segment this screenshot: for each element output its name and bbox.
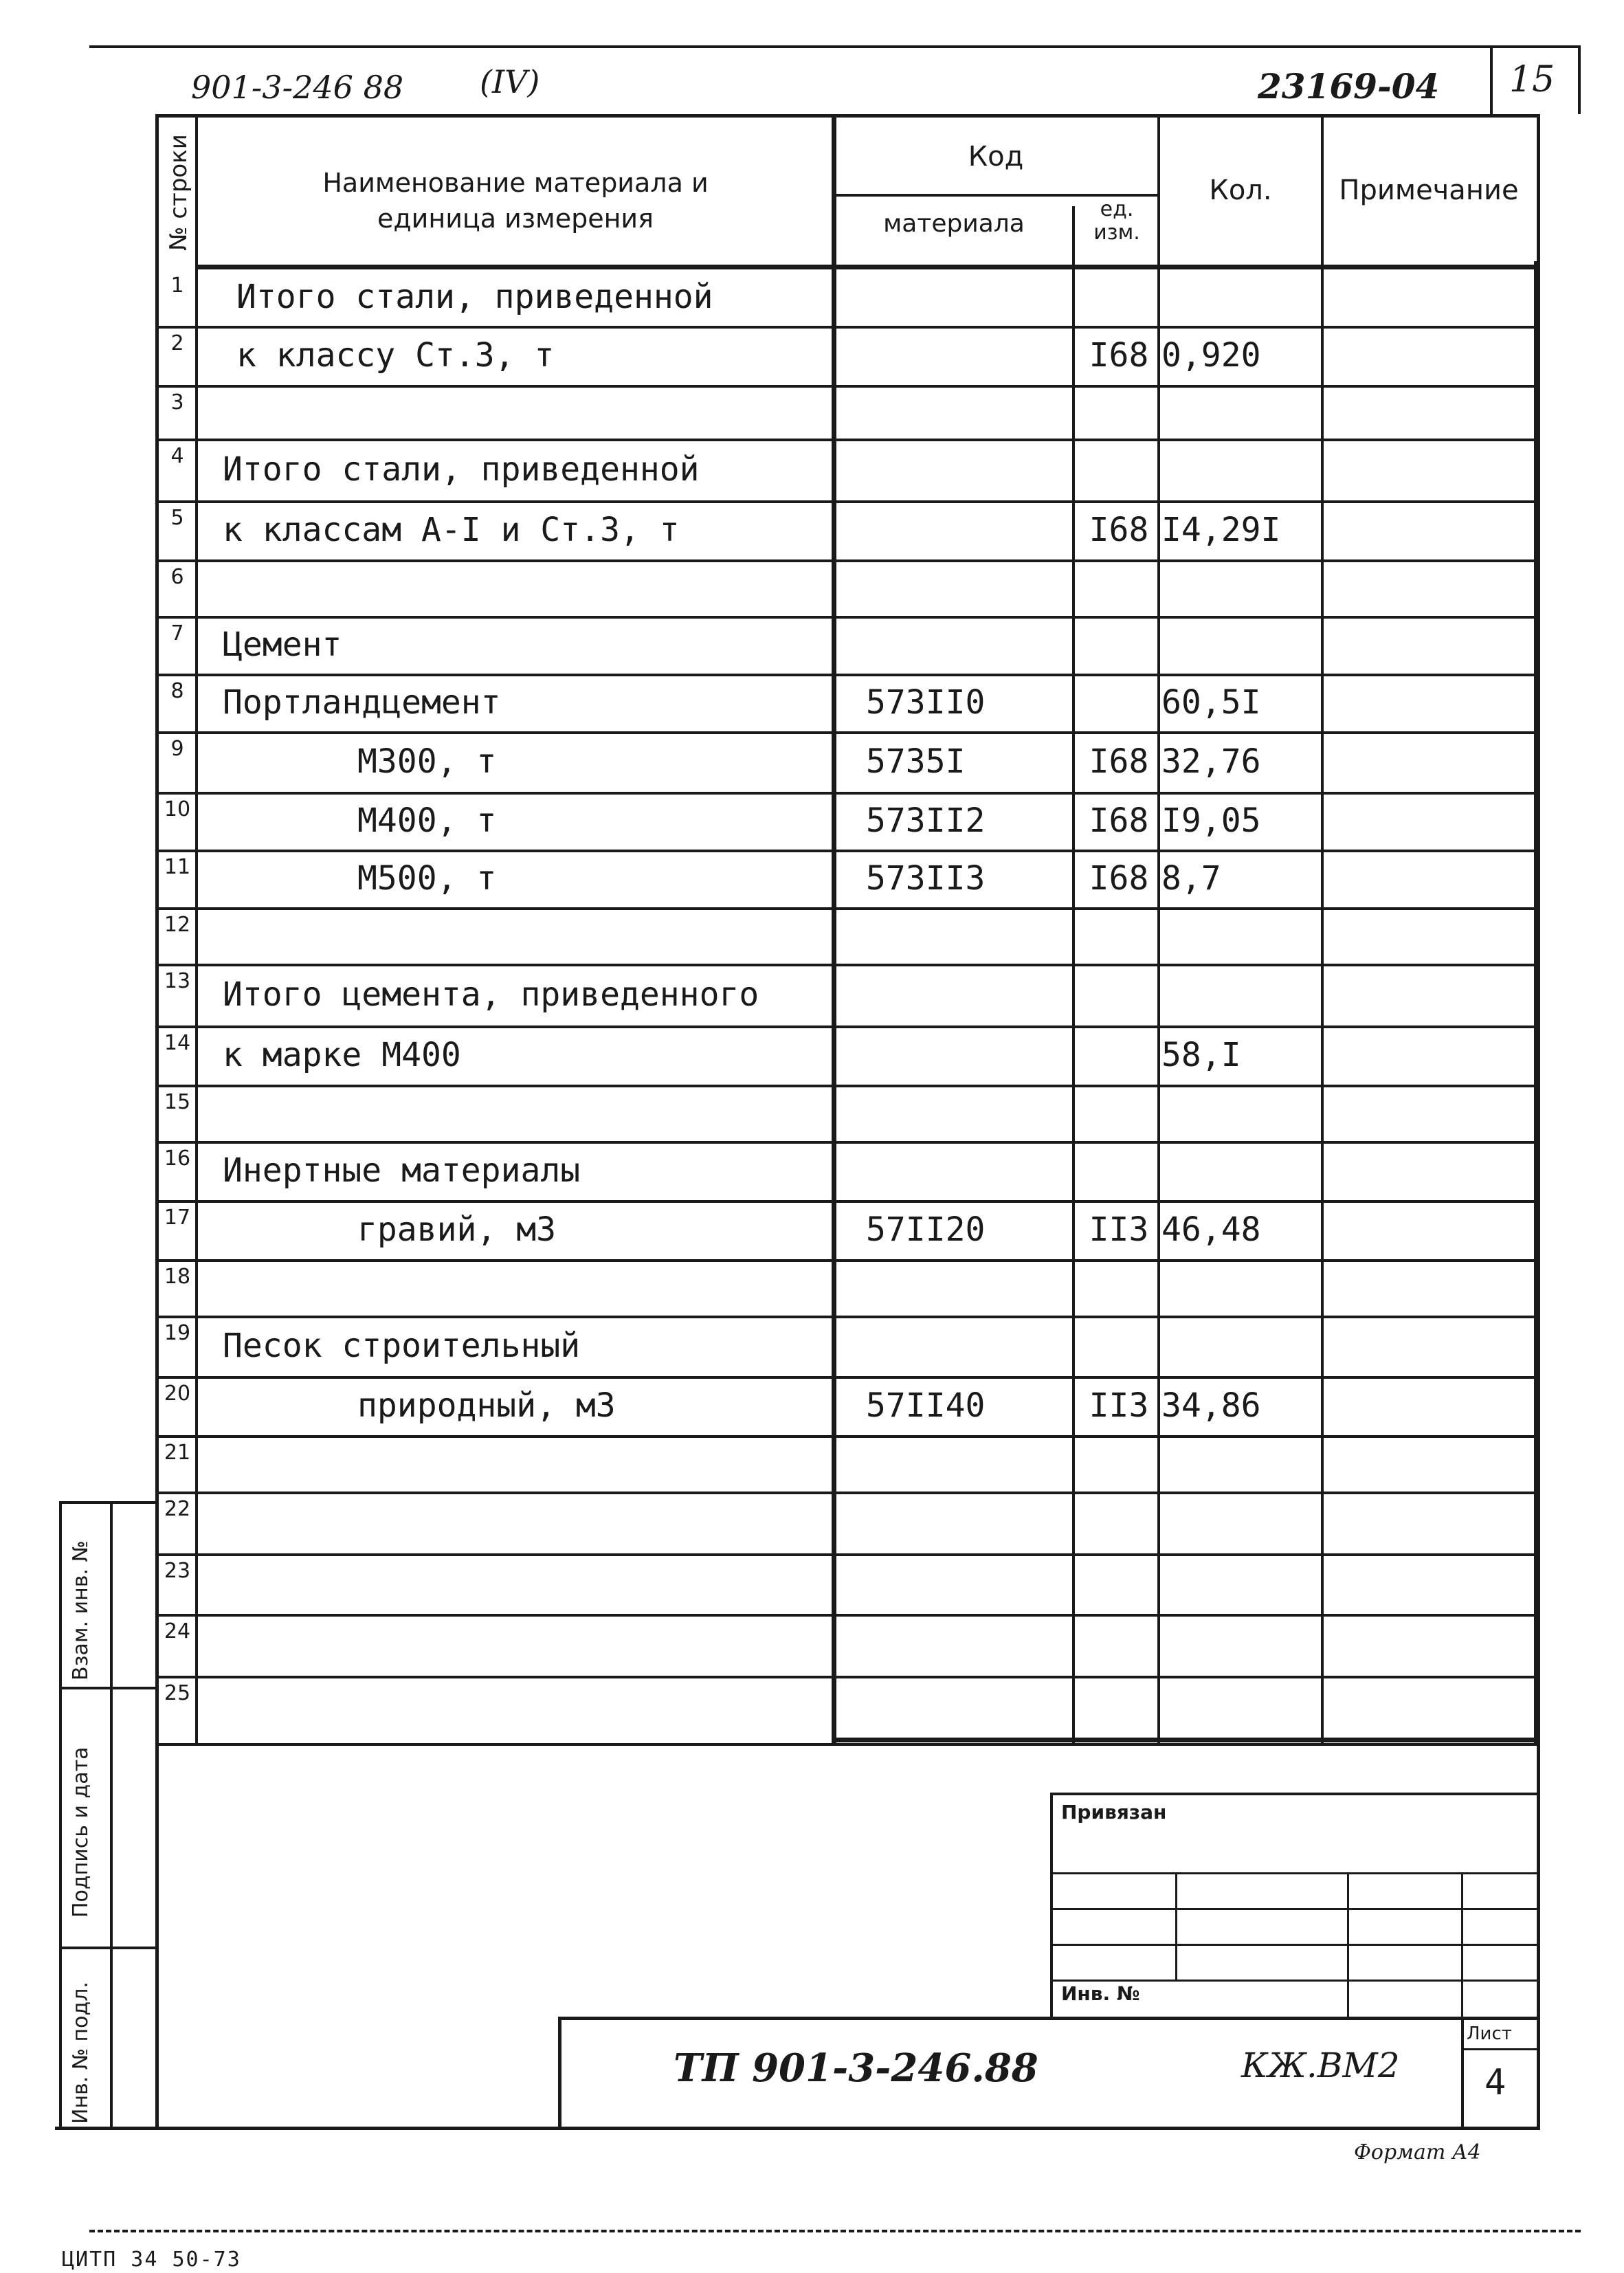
- row-separator: [155, 616, 1538, 619]
- privyazan-row-3: [1050, 1944, 1538, 1946]
- frame-bottom-border: [55, 2127, 1540, 2130]
- col-line-note: [1321, 114, 1324, 1743]
- row-qty: 0,920: [1161, 336, 1261, 375]
- stamp-project-code: ТП 901-3-246.88: [674, 2045, 1038, 2091]
- privyazan-left: [1050, 1793, 1053, 2019]
- row-code: 57II20: [866, 1210, 986, 1249]
- row-separator: [155, 500, 1538, 503]
- row-unit: I68: [1089, 801, 1149, 840]
- privyazan-row-2: [1050, 1908, 1538, 1910]
- row-code: 573II3: [866, 859, 986, 898]
- row-number: 13: [164, 969, 191, 993]
- row-unit: I68: [1089, 859, 1149, 898]
- row-separator: [155, 731, 1538, 734]
- stamp-vzam-inv: Взам. инв. №: [69, 1540, 93, 1681]
- frame-left-border: [155, 114, 159, 2129]
- row-number: 16: [164, 1146, 191, 1171]
- row-number: 4: [170, 444, 184, 468]
- row-number: 20: [164, 1382, 191, 1406]
- row-number: 8: [170, 679, 184, 703]
- col-line-code: [832, 114, 836, 1743]
- stamp-outer-left: [59, 1501, 62, 2129]
- inv-no-label: Инв. №: [1061, 1982, 1140, 2005]
- row-name: гравий, м3: [357, 1210, 556, 1249]
- row-name: Итого цемента, приведенного: [223, 975, 759, 1014]
- row-name: М500, т: [357, 859, 497, 898]
- row-separator: [155, 1025, 1538, 1028]
- privyazan-row-4: [1050, 1980, 1538, 1982]
- row-number: 25: [164, 1681, 191, 1705]
- row-number: 9: [170, 737, 184, 761]
- row-qty: 8,7: [1161, 859, 1221, 898]
- page-number: 15: [1509, 59, 1555, 100]
- row-number: 22: [164, 1497, 191, 1521]
- stamp-inv-podl: Инв. № подл.: [69, 1982, 93, 2124]
- row-qty: 60,5I: [1161, 683, 1261, 722]
- row-number: 12: [164, 913, 191, 937]
- row-separator: [155, 1614, 1538, 1617]
- row-number: 19: [164, 1321, 191, 1345]
- col-line-rownum: [195, 114, 198, 1743]
- frame-top-border: [155, 114, 1540, 118]
- project-code-handwritten: 901-3-246 88: [191, 69, 404, 106]
- row-qty: 58,I: [1161, 1036, 1241, 1074]
- row-number: 5: [170, 506, 184, 530]
- row-number: 3: [170, 390, 184, 414]
- privyazan-top: [1050, 1793, 1538, 1795]
- privyazan-label: Привязан: [1061, 1801, 1167, 1823]
- row-number: 23: [164, 1559, 191, 1583]
- row-separator: [155, 1553, 1538, 1556]
- row-number: 18: [164, 1265, 191, 1289]
- row-name: природный, м3: [357, 1386, 616, 1425]
- row-separator: [155, 1141, 1538, 1144]
- row-name: к классу Ст.3, т: [236, 336, 555, 375]
- title-top-line: [155, 1743, 1539, 1746]
- row-separator: [155, 1316, 1538, 1318]
- row-number: 1: [170, 274, 184, 298]
- header-code-subline: [832, 194, 1160, 197]
- row-separator: [155, 1676, 1538, 1678]
- row-number: 2: [170, 331, 184, 355]
- row-separator: [155, 385, 1538, 388]
- row-separator: [155, 1085, 1538, 1087]
- row-qty: 46,48: [1161, 1210, 1261, 1249]
- cut-line: [89, 2230, 1581, 2232]
- header-bottom-line: [195, 265, 1539, 269]
- row-qty: I4,29I: [1161, 511, 1281, 549]
- stamp-top: [59, 1501, 159, 1504]
- print-mark: ЦИТП 34 50-73: [62, 2248, 241, 2272]
- row-separator: [155, 559, 1538, 562]
- row-unit: I68: [1089, 336, 1149, 375]
- row-number: 7: [170, 621, 184, 645]
- row-name: М300, т: [357, 742, 497, 781]
- table-bottom-line: [832, 1738, 1539, 1742]
- header-code-unit: ед. изм.: [1093, 197, 1140, 245]
- row-name: Итого стали, приведенной: [236, 278, 713, 316]
- row-separator: [155, 907, 1538, 910]
- row-code: 5735I: [866, 742, 966, 781]
- privyazan-row-1: [1050, 1872, 1538, 1874]
- col-line-unit: [1072, 206, 1075, 1743]
- sheet-label: Лист: [1467, 2023, 1512, 2044]
- row-name: Песок строительный: [223, 1327, 581, 1365]
- row-unit: I68: [1089, 511, 1149, 549]
- row-separator: [155, 1492, 1538, 1494]
- row-number: 11: [164, 855, 191, 879]
- stamp-inner-line: [110, 1501, 113, 2129]
- header-code-group: Код: [968, 141, 1024, 173]
- row-separator: [155, 1259, 1538, 1262]
- header-rownum: № строки: [165, 134, 192, 251]
- row-qty: 34,86: [1161, 1386, 1261, 1425]
- privyazan-col-1: [1175, 1872, 1177, 1980]
- volume-mark: (IV): [480, 63, 540, 100]
- header-name: Наименование материала и единица измерения: [322, 168, 709, 234]
- row-number: 14: [164, 1031, 191, 1055]
- row-name: М400, т: [357, 801, 497, 840]
- row-unit: II3: [1089, 1210, 1149, 1249]
- format-label: Формат А4: [1354, 2140, 1481, 2164]
- row-name: Инертные материалы: [223, 1151, 581, 1190]
- row-separator: [155, 674, 1538, 676]
- row-separator: [155, 439, 1538, 441]
- row-name: к классам A-I и Ст.3, т: [223, 511, 680, 549]
- row-separator: [155, 850, 1538, 852]
- stamp-sheet-div: [1461, 2048, 1538, 2050]
- row-number: 17: [164, 1206, 191, 1230]
- row-qty: 32,76: [1161, 742, 1261, 781]
- stamp-podpis-data: Подпись и дата: [69, 1747, 93, 1918]
- row-number: 24: [164, 1619, 191, 1643]
- row-number: 15: [164, 1090, 191, 1114]
- stamp-main-top: [558, 2017, 1538, 2020]
- row-unit: I68: [1089, 742, 1149, 781]
- header-code-material: материала: [883, 210, 1025, 238]
- stamp-album-code: КЖ.ВМ2: [1241, 2045, 1400, 2085]
- privyazan-col-3: [1461, 1872, 1463, 2018]
- row-name: Портландцемент: [223, 683, 501, 722]
- row-number: 6: [170, 565, 184, 589]
- row-separator: [155, 964, 1538, 966]
- col-line-right-thick: [1534, 261, 1539, 1743]
- row-number: 21: [164, 1441, 191, 1465]
- stamp-sheet-left: [1461, 2017, 1464, 2128]
- page-right-border-top: [1578, 45, 1581, 114]
- row-separator: [155, 792, 1538, 795]
- stamp-div-2: [59, 1947, 159, 1949]
- row-separator: [155, 1200, 1538, 1203]
- row-unit: II3: [1089, 1386, 1149, 1425]
- sheet-number: 4: [1484, 2062, 1506, 2103]
- row-code: 573II2: [866, 801, 986, 840]
- row-name: Цемент: [223, 625, 342, 664]
- header-qty: Кол.: [1209, 175, 1272, 206]
- row-qty: I9,05: [1161, 801, 1261, 840]
- row-separator: [155, 1376, 1538, 1379]
- stamp-div-1: [59, 1687, 159, 1689]
- page-number-divider: [1490, 45, 1493, 114]
- header-note: Примечание: [1339, 175, 1519, 206]
- row-name: к марке М400: [223, 1036, 461, 1074]
- top-border: [89, 45, 1581, 48]
- row-name: Итого стали, приведенной: [223, 450, 700, 489]
- row-separator: [155, 1435, 1538, 1438]
- privyazan-col-2: [1347, 1872, 1349, 2018]
- row-separator: [155, 326, 1538, 329]
- row-code: 57II40: [866, 1386, 986, 1425]
- row-code: 573II0: [866, 683, 986, 722]
- row-number: 10: [164, 797, 191, 821]
- stamp-main-left: [558, 2017, 561, 2128]
- inventory-number: 23169-04: [1258, 66, 1440, 107]
